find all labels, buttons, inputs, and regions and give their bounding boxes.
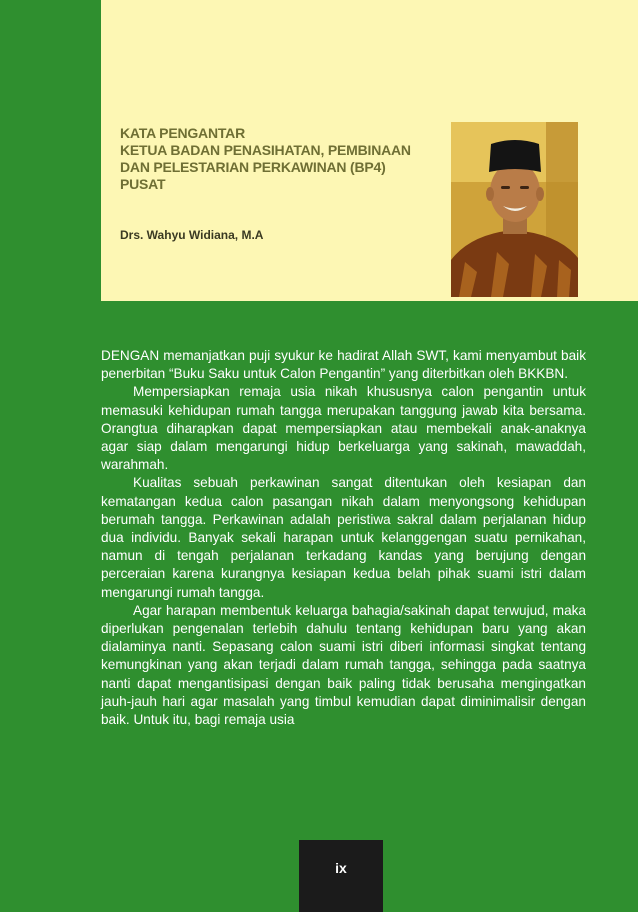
author-name: Drs. Wahyu Widiana, M.A	[120, 228, 264, 242]
paragraph: Kualitas sebuah perkawinan sangat ditentukan oleh kesiapan dan kematangan kedua calon pasangan nikah dalam menyongsong kehidupan berumah tangga. Perkawinan adalah peristiwa sakral dalam perjalanan hidup dua individu. Banyak sekali harapan untuk kelanggengan suatu pernikahan, namun di tengah perjalanan terkadang kandas yang berujung dengan perceraian karena kurangnya kesiapan kedua belah pihak suami istri dalam mengarungi rumah tangga.	[101, 475, 586, 600]
paragraph: Agar harapan membentuk keluarga bahagia/sakinah dapat terwujud, maka diperlukan pengenalan terlebih dahulu tentang kehidupan baru yang akan dialaminya nanti. Sepasang calon suami istri diberi informasi singkat tentang kemungkinan yang akan terjadi dalam rumah tangga, sehingga pada saatnya nanti dapat mengantisipasi dengan baik paling tidak berusaha mengingatkan jauh-jauh hari agar masalah yang timbul kemudian dapat diminimalisir dengan baik. Untuk itu, bagi remaja usia	[101, 602, 586, 728]
title-line: KATA PENGANTAR	[120, 125, 246, 141]
page-number: ix	[335, 860, 347, 876]
title-line: DAN PELESTARIAN PERKAWINAN (BP4)	[120, 159, 386, 175]
page-number-tab	[299, 840, 383, 912]
title-line: PUSAT	[120, 176, 166, 192]
title-line: KETUA BADAN PENASIHATAN, PEMBINAAN	[120, 142, 411, 158]
page-title	[120, 125, 450, 193]
paragraph: Mempersiapkan remaja usia nikah khususnya calon pengantin untuk memasuki kehidupan rumah tangga merupakan tanggung jawab kita bersama. Orangtua diharapkan dapat mempersiapkan atau membekali anak-anaknya agar siap dalam mengarungi hidup berkeluarga yang sakinah, mawaddah, warahmah.	[101, 384, 586, 473]
paragraph: DENGAN memanjatkan puji syukur ke hadirat Allah SWT, kami menyambut baik penerbitan “Buku Saku untuk Calon Pengantin” yang diterbitkan oleh BKKBN.	[101, 348, 586, 382]
author-photo	[451, 122, 578, 297]
foreword-text	[101, 347, 586, 729]
